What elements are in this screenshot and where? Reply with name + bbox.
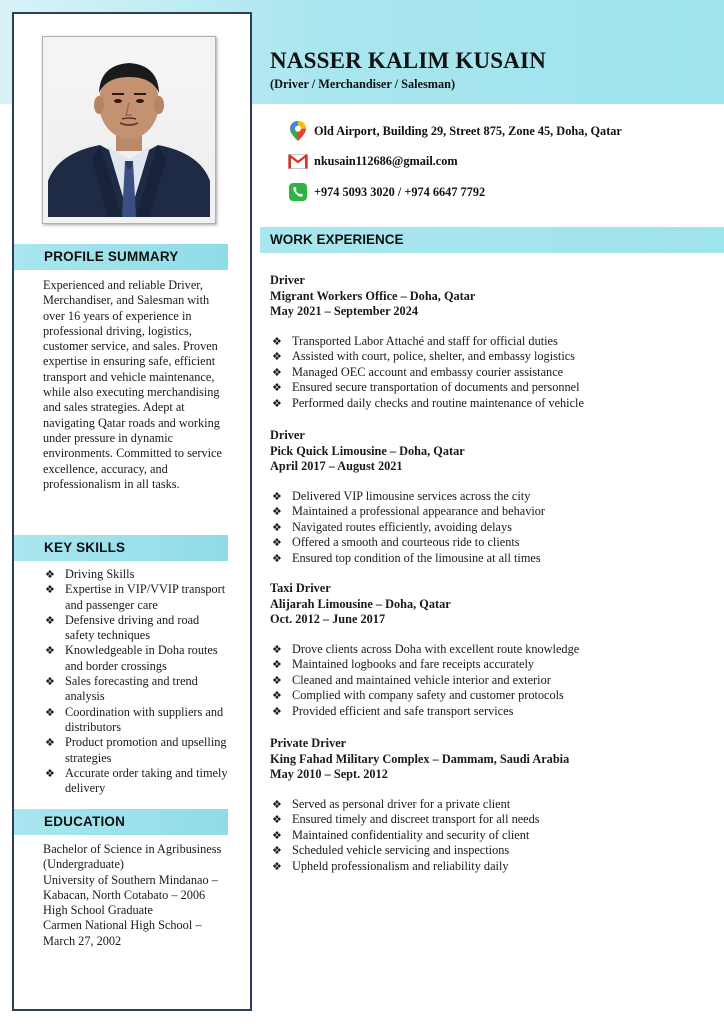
skill-item: ❖ Accurate order taking and timely delivery: [43, 766, 231, 797]
key-skills-list: [43, 567, 231, 796]
job-duty: ❖ Managed OEC account and embassy courier assistance: [270, 365, 710, 381]
contact-address: [288, 120, 622, 142]
job-entry: [270, 428, 710, 566]
address-text: Old Airport, Building 29, Street 875, Zone 45, Doha, Qatar: [314, 123, 622, 138]
job-duty: ❖ Upheld professionalism and reliability daily: [270, 859, 710, 875]
job-duty: ❖ Ensured secure transportation of documents and personnel: [270, 380, 710, 396]
job-duty: ❖ Performed daily checks and routine maintenance of vehicle: [270, 396, 710, 412]
profile-summary-text: [43, 278, 229, 492]
mail-icon: [288, 151, 308, 171]
candidate-name: NASSER KALIM KUSAIN: [270, 48, 547, 73]
job-duty: ❖ Assisted with court, police, shelter, and embassy logistics: [270, 349, 710, 365]
job-company: Migrant Workers Office – Doha, Qatar: [270, 288, 476, 303]
job-company: Alijarah Limousine – Doha, Qatar: [270, 596, 451, 611]
job-role: Driver: [270, 273, 305, 287]
profile-photo: [42, 36, 216, 224]
job-entry: [270, 581, 710, 719]
email-text[interactable]: nkusain112686@gmail.com: [314, 153, 458, 168]
job-duty: ❖ Delivered VIP limousine services across the city: [270, 489, 710, 505]
job-duty: ❖ Maintained logbooks and fare receipts accurately: [270, 657, 710, 673]
job-duty: ❖ Maintained a professional appearance and behavior: [270, 504, 710, 520]
phone-icon: [288, 182, 308, 202]
skill-item: ❖ Sales forecasting and trend analysis: [43, 674, 231, 705]
education-highschool: High School Graduate: [43, 903, 153, 918]
skill-item: ❖ Knowledgeable in Doha routes and border crossings: [43, 643, 231, 674]
contact-phone: [288, 181, 485, 203]
skill-item: ❖ Coordination with suppliers and distributors: [43, 705, 231, 736]
profile-summary-heading: PROFILE SUMMARY: [14, 244, 228, 270]
job-company: Pick Quick Limousine – Doha, Qatar: [270, 443, 465, 458]
job-dates: April 2017 – August 2021: [270, 459, 403, 473]
education-heading: EDUCATION: [14, 809, 228, 835]
contact-email: [288, 150, 458, 172]
profile-photo-image: [48, 41, 210, 217]
job-company: King Fahad Military Complex – Dammam, Saudi Arabia: [270, 751, 570, 766]
work-experience-heading: WORK EXPERIENCE: [260, 227, 724, 253]
job-duty: ❖ Cleaned and maintained vehicle interior and exterior: [270, 673, 710, 689]
job-entry: [270, 736, 710, 874]
job-duty: ❖ Complied with company safety and customer protocols: [270, 688, 710, 704]
job-duty: ❖ Maintained confidentiality and security of client: [270, 828, 710, 844]
skill-item: ❖ Driving Skills: [43, 567, 231, 582]
job-duty: ❖ Ensured timely and discreet transport for all needs: [270, 812, 710, 828]
job-dates: May 2010 – Sept. 2012: [270, 767, 388, 781]
job-role: Private Driver: [270, 736, 347, 750]
job-dates: May 2021 – September 2024: [270, 304, 419, 318]
education-university: University of Southern Mindanao – Kabacan, North Cotabato – 2006: [43, 872, 218, 902]
education-degree: Bachelor of Science in Agribusiness (Undergraduate): [43, 842, 222, 872]
job-role: Taxi Driver: [270, 581, 331, 595]
job-role: Driver: [270, 428, 305, 442]
job-duty: ❖ Navigated routes efficiently, avoiding delays: [270, 520, 710, 536]
job-duty: ❖ Provided efficient and safe transport services: [270, 704, 710, 720]
job-duty: ❖ Scheduled vehicle servicing and inspections: [270, 843, 710, 859]
job-duty: ❖ Offered a smooth and courteous ride to clients: [270, 535, 710, 551]
job-duty: ❖ Drove clients across Doha with excellent route knowledge: [270, 642, 710, 658]
job-duty: ❖ Transported Labor Attaché and staff for official duties: [270, 334, 710, 350]
skill-item: ❖ Product promotion and upselling strategies: [43, 735, 231, 766]
phone-text: +974 5093 3020 / +974 6647 7792: [314, 184, 486, 199]
candidate-subtitle: (Driver / Merchandiser / Salesman): [270, 77, 456, 91]
location-pin-icon: [288, 121, 308, 141]
job-dates: Oct. 2012 – June 2017: [270, 612, 386, 626]
job-duty: ❖ Served as personal driver for a private client: [270, 797, 710, 813]
job-entry: [270, 273, 710, 411]
education-text: [43, 842, 229, 949]
skill-item: ❖ Defensive driving and road safety techniques: [43, 613, 231, 644]
profile-summary-paragraph: Experienced and reliable Driver, Merchandiser, and Salesman with over 16 years of experience in professional driving, logistics, customer service, and sales. Proven expertise in ensuring safe, efficient transport and vehicle maintenance, while also executing merchandising and sales strategies. Adept at navigating Qatar roads and working under pressure in dynamic environments. Committed to service excellence, accuracy, and professionalism in all tasks.: [43, 278, 222, 491]
skill-item: ❖ Expertise in VIP/VVIP transport and passenger care: [43, 582, 231, 613]
job-duty: ❖ Ensured top condition of the limousine at all times: [270, 551, 710, 567]
key-skills-heading: KEY SKILLS: [14, 535, 228, 561]
education-highschool-name: Carmen National High School – March 27, 2002: [43, 918, 202, 948]
